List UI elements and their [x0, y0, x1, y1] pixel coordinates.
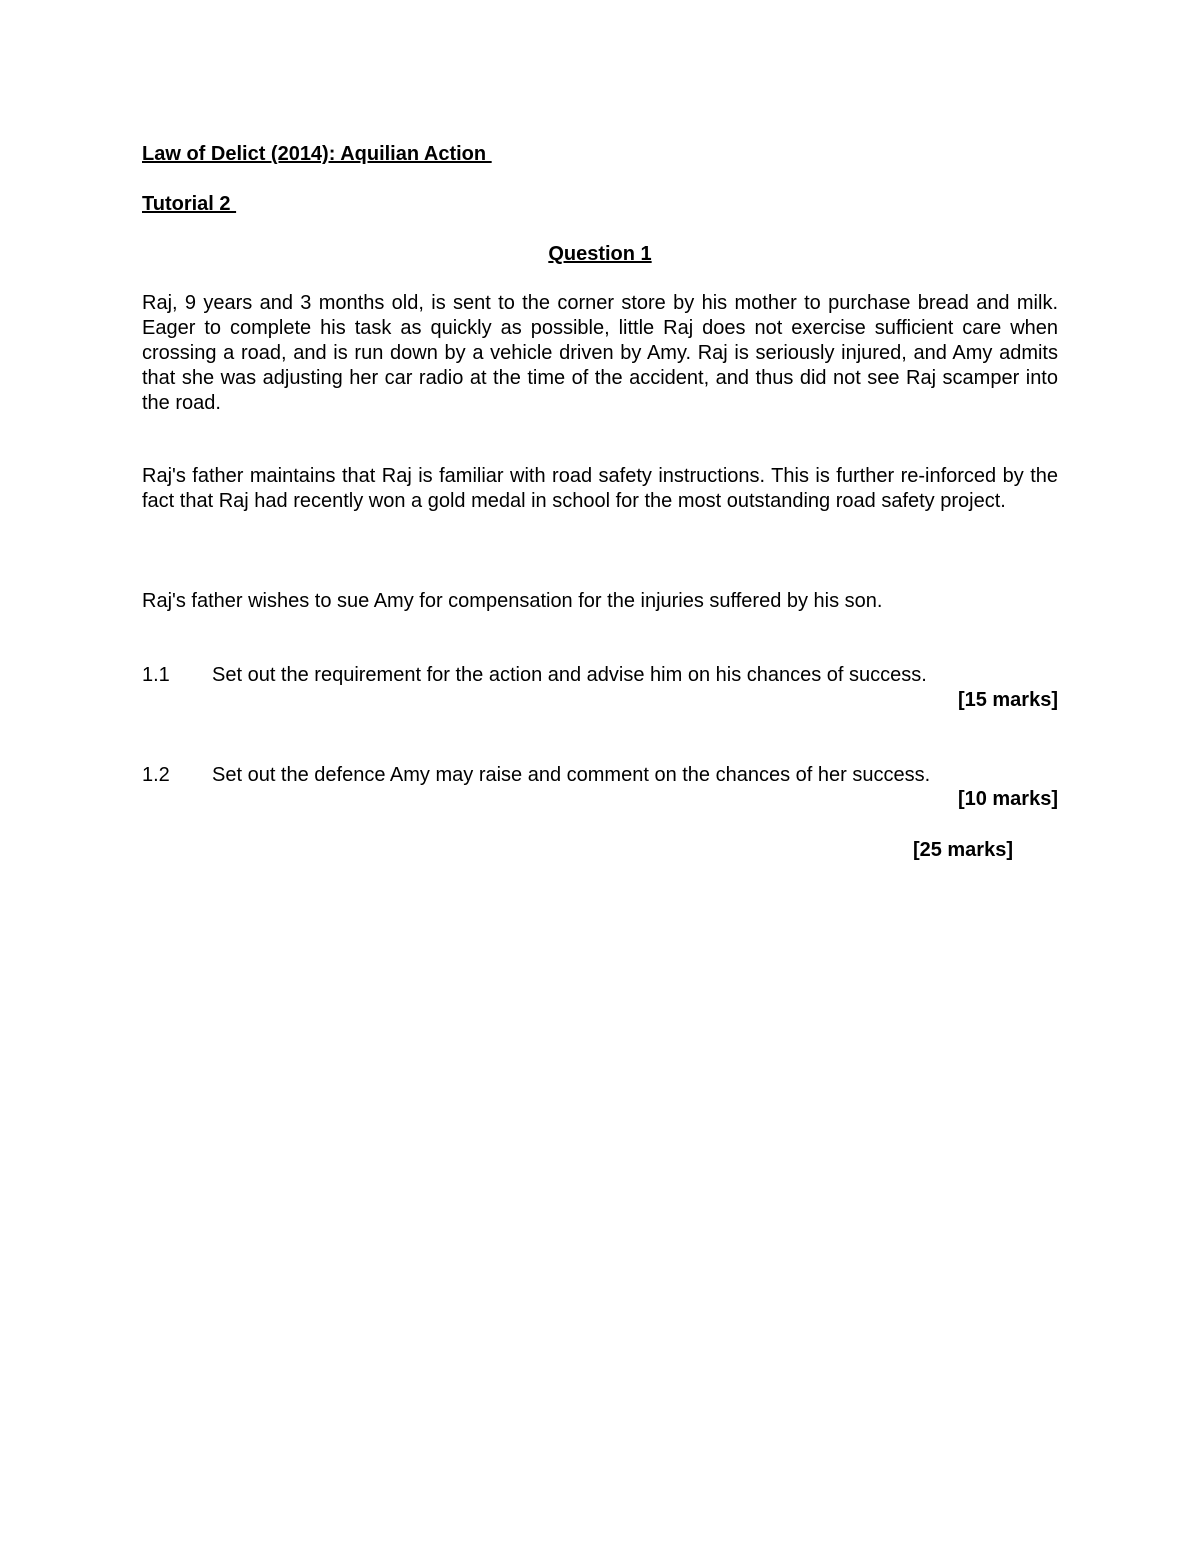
total-marks: [25 marks] [912, 839, 1013, 861]
question-number: 1.2 [142, 764, 170, 786]
question-heading: Question 1 [548, 243, 652, 265]
scenario-paragraph-3: Raj's father wishes to sue Amy for compensation for the injuries suffered by his son. [142, 590, 883, 612]
question-1-2-marks: [10 marks] [957, 788, 1058, 810]
document-title: Law of Delict (2014): Aquilian Action [142, 143, 492, 165]
tutorial-heading: Tutorial 2 [142, 193, 237, 215]
question-text: Set out the requirement for the action and advise him on his chances of success. [212, 664, 927, 686]
scenario-paragraph-2: Raj's father maintains that Raj is familiar with road safety instructions. This is further re-inforced by the fact that Raj had recently won a gold medal in school for the most outstanding road safety project. [142, 465, 1058, 512]
question-item-1-2 [142, 763, 1058, 788]
question-number: 1.1 [142, 664, 170, 686]
question-heading-wrapper [142, 242, 1058, 266]
question-item-1-1 [142, 663, 1058, 688]
question-1-1-marks: [15 marks] [957, 689, 1058, 711]
question-text: Set out the defence Amy may raise and comment on the chances of her success. [212, 764, 931, 786]
scenario-paragraph-1: Raj, 9 years and 3 months old, is sent to the corner store by his mother to purchase bread and milk. Eager to complete his task as quickly as possible, little Raj does not exercise sufficient care when crossing a road, and is run down by a vehicle driven by Amy. Raj is seriously injured, and Amy admits that she was adjusting her car radio at the time of the accident, and thus did not see Raj scamper into the road. [142, 292, 1058, 414]
